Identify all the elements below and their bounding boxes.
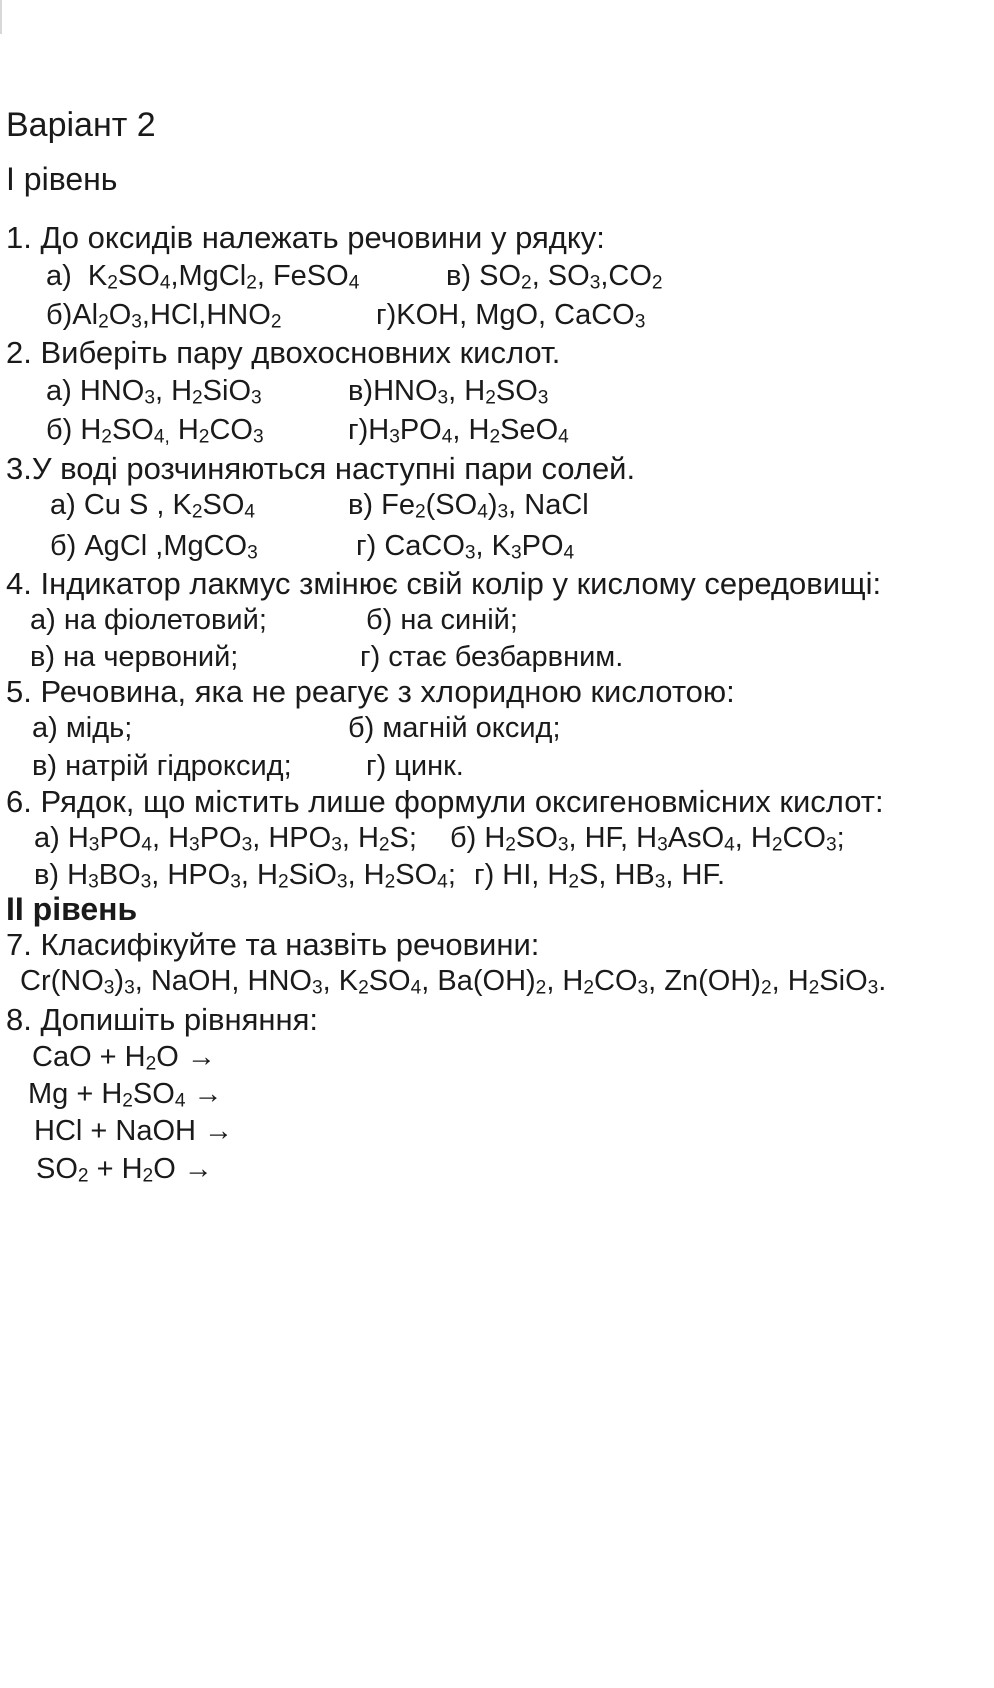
formula: $Al_2O_3,HCl,HNO_2$ [72, 299, 282, 333]
formula: $HNO_3$, $H_2SO_3$ [373, 375, 549, 409]
option-label: в) [348, 375, 374, 407]
q5-option-v: в) натрій гідроксид; [32, 750, 292, 782]
question-7: 7. Класифікуйте та назвіть речовини: [6, 927, 540, 962]
q6-option-g: г) HI, $H_2S$, $HB_3$, HF. [474, 859, 726, 893]
option-label: б) [50, 530, 77, 562]
question-5: 5. Речовина, яка не реагує з хлоридною кислотою: [6, 674, 735, 709]
page-corner-mark [0, 0, 2, 34]
q6-option-v: в) $H_3BO_3$, $HPO_3$, $H_2SiO_3$, $H_2SO_4$; [34, 859, 456, 893]
q6-option-a: а) $H_3PO_4$, $H_3PO_3$, $HPO_3$, $H_2S$; [34, 822, 417, 856]
q5-option-g: г) цинк. [366, 750, 464, 782]
question-8: 8. Допишіть рівняння: [6, 1002, 319, 1037]
formula: $K_2SO_4,MgCl_2$, FeSO$_4$ [87, 260, 360, 294]
question-1: 1. До оксидів належать речовини у рядку: [6, 220, 605, 255]
option-label: г) [376, 299, 397, 331]
equation: HCl + NaOH → [34, 1115, 234, 1147]
formula: $Fe_2(SO_4)_3$, NaCl [381, 489, 589, 523]
formula: Cu S , $K_2SO_4$ [83, 489, 256, 523]
formula: CaCO$_3$, $K_3PO_4$ [384, 530, 575, 564]
q3-option-a [50, 489, 256, 523]
formula: KOH, MgO, CaCO$_3$ [396, 299, 646, 333]
q4-option-b: б) на синій; [366, 604, 518, 636]
equation: CaO + $H_2O$ → [32, 1041, 216, 1075]
question-4: 4. Індикатор лакмус змінює свій колір у кислому середовищі: [6, 566, 882, 601]
q7-formulas: $Cr(NO_3)_3$, NaOH, $HNO_3$, $K_2SO_4$, $Ba(OH)_2$, $H_2CO_3$, $Zn(OH)_2$, $H_2SiO_3$. [20, 965, 887, 999]
q4-option-g: г) стає безбарвним. [360, 641, 624, 673]
option-label: а) [50, 489, 76, 521]
q1-option-a [46, 260, 360, 294]
variant-title: Варіант 2 [6, 106, 156, 144]
q4-option-v: в) на червоний; [30, 641, 239, 673]
q5-option-a: а) мідь; [32, 712, 133, 744]
option-label: б) [46, 414, 73, 446]
option-label: а) [46, 260, 72, 292]
option-label: а) [46, 375, 72, 407]
formula: $SO_2$, $SO_3,CO_2$ [479, 260, 663, 294]
formula: $HNO_3$, $H_2SiO_3$ [79, 375, 262, 409]
formula: $H_2SO_{4,}$ $H_2CO_3$ [80, 414, 264, 448]
level-2-heading: ІІ рівень [6, 891, 138, 927]
q5-option-b: б) магній оксид; [348, 712, 561, 744]
formula: AgCl ,MgCO$_3$ [84, 530, 258, 564]
option-label: б) [46, 299, 73, 331]
q1-option-g [376, 299, 646, 333]
q1-option-b [46, 299, 282, 333]
option-label: в) [348, 489, 374, 521]
question-2: 2. Виберіть пару двохосновних кислот. [6, 335, 561, 370]
option-label: г) [348, 414, 369, 446]
equation: $SO_2 + H_2O$ → [36, 1153, 213, 1187]
q2-option-v [348, 375, 549, 409]
q2-option-b [46, 414, 264, 448]
q6-option-b: б) $H_2SO_3$, HF, $H_3AsO_4$, $H_2CO_3$; [450, 822, 845, 856]
q3-option-g [356, 530, 575, 564]
formula: $H_3PO_4$, $H_2SeO_4$ [368, 414, 569, 448]
q2-option-a [46, 375, 262, 409]
option-label: в) [446, 260, 472, 292]
q2-option-g [348, 414, 569, 448]
question-3: 3.У воді розчиняються наступні пари солей. [6, 451, 636, 486]
question-6: 6. Рядок, що містить лише формули оксигеновмісних кислот: [6, 784, 884, 819]
equation: $Mg + H_2SO_4$ → [28, 1078, 223, 1112]
q4-option-a: а) на фіолетовий; [30, 604, 267, 636]
q3-option-v [348, 489, 589, 523]
q1-option-v [446, 260, 663, 294]
level-1-heading: І рівень [6, 161, 118, 197]
q3-option-b [50, 530, 258, 564]
option-label: г) [356, 530, 377, 562]
